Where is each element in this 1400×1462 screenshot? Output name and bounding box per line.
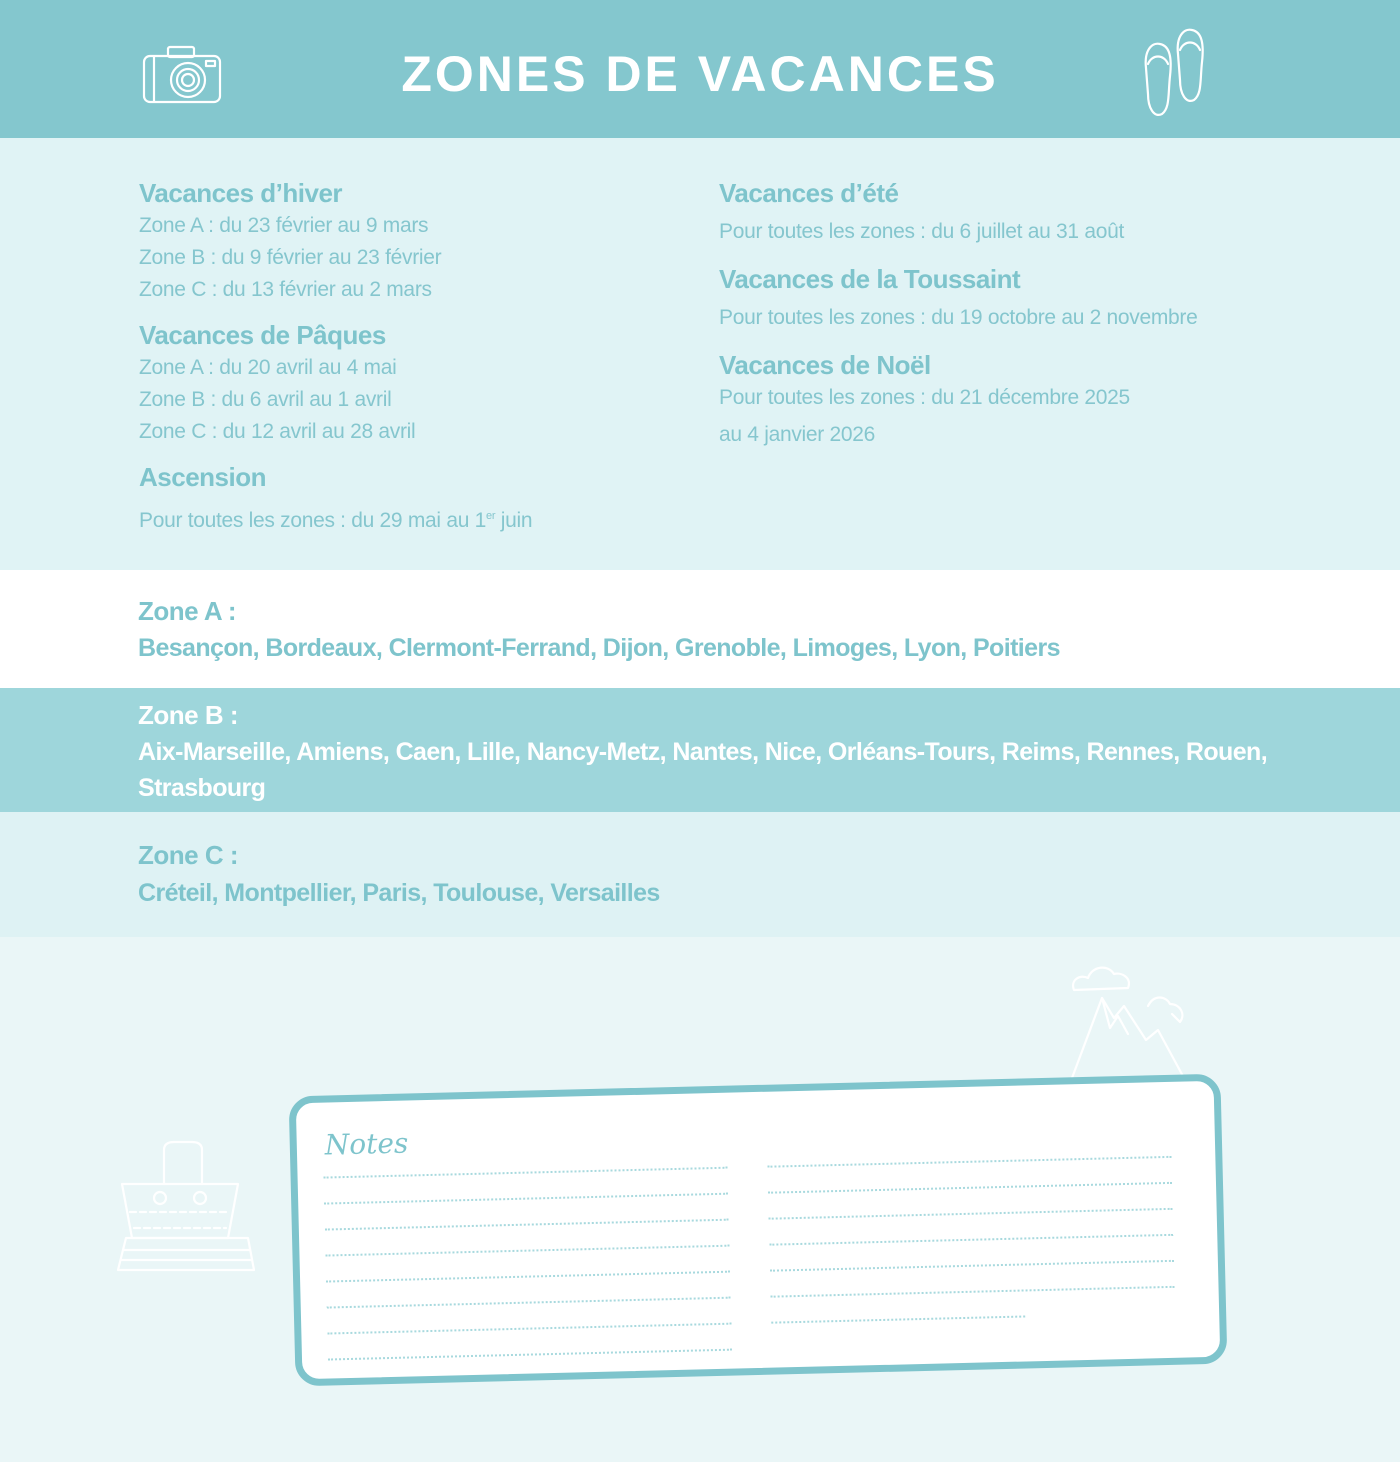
winter-zone-a: Zone A : du 23 février au 9 mars bbox=[139, 214, 429, 237]
ascension-dates-suffix: juin bbox=[495, 509, 533, 532]
winter-zone-c: Zone C : du 13 février au 2 mars bbox=[139, 278, 432, 301]
notes-card bbox=[289, 1074, 1228, 1387]
ascension-dates-prefix: Pour toutes les zones : du 29 mai au 1 bbox=[139, 509, 486, 532]
zone-b-cities-line2: Strasbourg bbox=[138, 774, 266, 802]
section-title-christmas: Vacances de Noël bbox=[719, 350, 931, 380]
note-line[interactable] bbox=[770, 1260, 1174, 1272]
note-line[interactable] bbox=[327, 1323, 731, 1335]
easter-zone-c: Zone C : du 12 avril au 28 avril bbox=[139, 420, 416, 443]
note-line[interactable] bbox=[767, 1156, 1171, 1168]
zone-b-title: Zone B : bbox=[138, 700, 238, 730]
notes-title: Notes bbox=[324, 1126, 409, 1162]
zone-c-cities: Créteil, Montpellier, Paris, Toulouse, Versailles bbox=[138, 879, 660, 907]
mountain-icon bbox=[1062, 958, 1202, 1088]
note-line[interactable] bbox=[324, 1193, 728, 1205]
note-line[interactable] bbox=[771, 1286, 1175, 1298]
holiday-dates-section bbox=[0, 138, 1400, 570]
zone-a-band bbox=[0, 570, 1400, 688]
beach-bag-icon bbox=[116, 1140, 260, 1276]
note-line[interactable] bbox=[325, 1219, 729, 1231]
note-line[interactable] bbox=[769, 1208, 1173, 1220]
zone-c-band bbox=[0, 812, 1400, 937]
ascension-dates-sup: er bbox=[486, 510, 496, 522]
holiday-column-right bbox=[719, 176, 1279, 451]
header-banner bbox=[0, 0, 1400, 138]
christmas-dates-line1: Pour toutes les zones : du 21 décembre 2025 bbox=[719, 386, 1130, 409]
zone-a-cities: Besançon, Bordeaux, Clermont-Ferrand, Dijon, Grenoble, Limoges, Lyon, Poitiers bbox=[138, 634, 1060, 662]
note-line[interactable] bbox=[324, 1167, 728, 1179]
note-line[interactable] bbox=[769, 1234, 1173, 1246]
section-title-winter: Vacances d’hiver bbox=[139, 178, 343, 208]
section-title-summer: Vacances d’été bbox=[719, 178, 899, 208]
section-title-ascension: Ascension bbox=[139, 462, 266, 492]
zone-b-cities-line1: Aix-Marseille, Amiens, Caen, Lille, Nancy-Metz, Nantes, Nice, Orléans-Tours, Reims, Rennes, Rouen, bbox=[138, 738, 1268, 766]
note-line[interactable] bbox=[328, 1349, 732, 1361]
toussaint-dates: Pour toutes les zones : du 19 octobre au 2 novembre bbox=[719, 306, 1198, 329]
summer-dates: Pour toutes les zones : du 6 juillet au 31 août bbox=[719, 220, 1125, 243]
winter-zone-b: Zone B : du 9 février au 23 février bbox=[139, 246, 442, 269]
section-title-easter: Vacances de Pâques bbox=[139, 320, 386, 350]
notes-card-wrapper bbox=[289, 1074, 1226, 1387]
note-line[interactable] bbox=[326, 1271, 730, 1283]
page-title: ZONES DE VACANCES bbox=[401, 46, 999, 102]
note-line[interactable] bbox=[768, 1182, 1172, 1194]
easter-zone-a: Zone A : du 20 avril au 4 mai bbox=[139, 356, 397, 379]
easter-zone-b: Zone B : du 6 avril au 1 avril bbox=[139, 388, 392, 411]
note-line[interactable] bbox=[771, 1315, 1025, 1323]
holiday-column-left bbox=[139, 176, 699, 537]
ascension-dates bbox=[139, 500, 699, 537]
zone-b-band bbox=[0, 688, 1400, 812]
note-line[interactable] bbox=[327, 1297, 731, 1309]
christmas-dates-line2: au 4 janvier 2026 bbox=[719, 423, 876, 446]
flip-flops-icon bbox=[1140, 28, 1212, 120]
zone-a-title: Zone A : bbox=[138, 596, 237, 626]
section-title-toussaint: Vacances de la Toussaint bbox=[719, 264, 1021, 294]
zone-c-title: Zone C : bbox=[138, 840, 238, 870]
note-line[interactable] bbox=[325, 1245, 729, 1257]
